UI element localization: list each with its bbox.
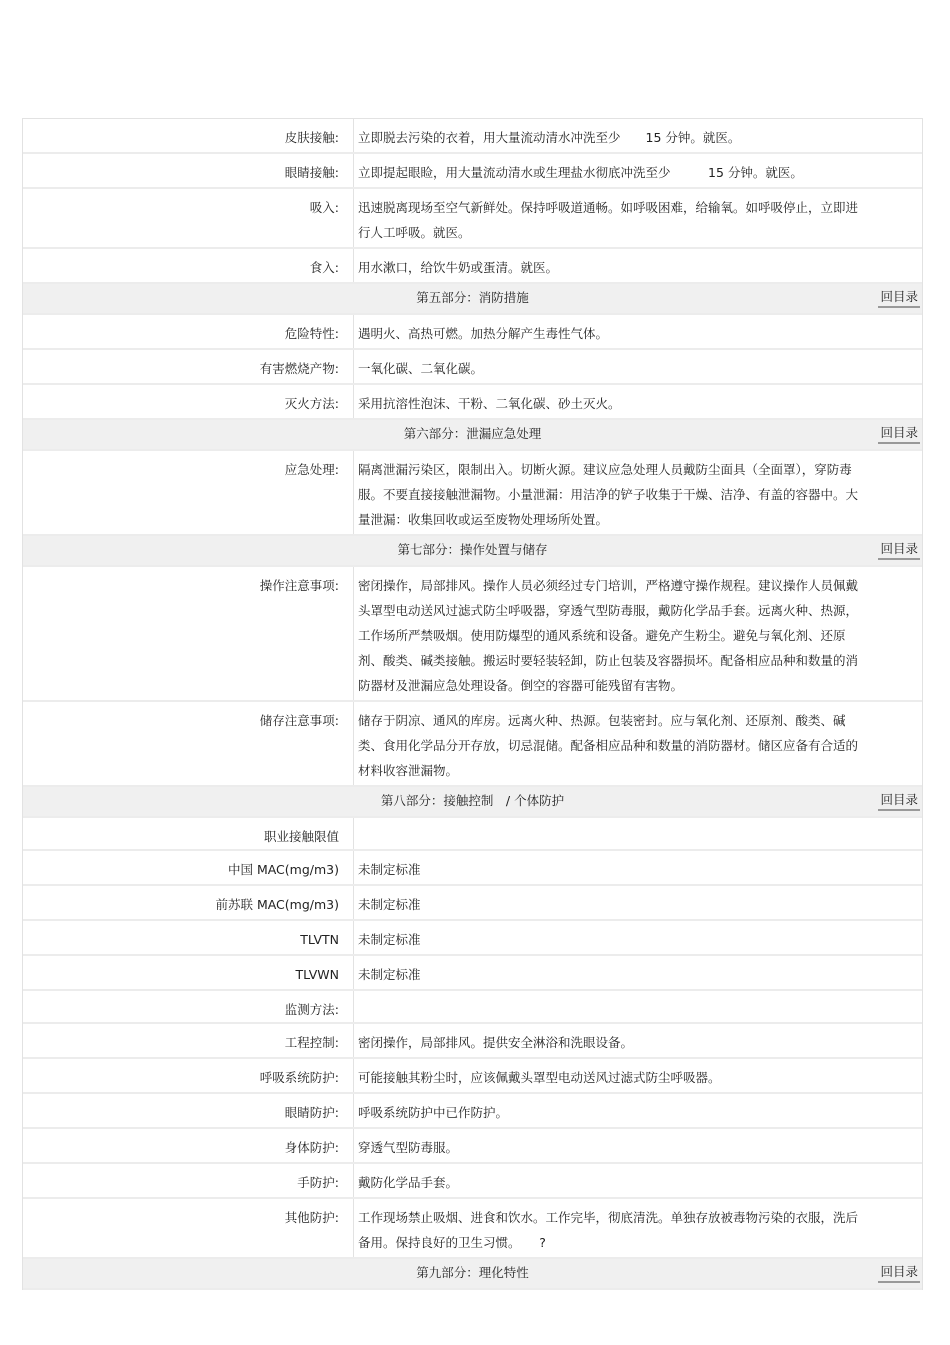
row-label: 灭火方法: (284, 396, 339, 411)
row-value: 立即脱去污染的衣着，用大量流动清水冲洗至少 15 分钟。就医。 (353, 119, 922, 152)
table-row (23, 886, 922, 921)
section-header-9 (23, 1259, 922, 1290)
back-to-contents-link[interactable]: 回目录 (878, 288, 920, 308)
row-label: TLVTN (300, 932, 339, 947)
row-value (353, 818, 922, 849)
section-title: 第九部分：理化特性 (416, 1265, 529, 1280)
table-row (23, 818, 922, 851)
section-title: 第八部分：接触控制 / 个体防护 (380, 793, 565, 808)
section-title: 第七部分：操作处置与储存 (397, 542, 548, 557)
section-header-5 (23, 284, 922, 315)
table-row (23, 385, 922, 420)
row-label: 身体防护: (284, 1140, 339, 1155)
row-label: 工程控制: (284, 1035, 339, 1050)
section-header-8 (23, 787, 922, 818)
row-value: 隔离泄漏污染区，限制出入。切断火源。建议应急处理人员戴防尘面具（全面罩），穿防毒服。不要直接接触泄漏物。小量泄漏：用洁净的铲子收集于干燥、洁净、有盖的容器中。大量泄漏：收集回收或运至废物处理场所处置。 (353, 451, 922, 534)
row-label: 吸入: (309, 200, 339, 215)
row-value: 用水漱口，给饮牛奶或蛋清。就医。 (353, 249, 922, 282)
row-label: 危险特性: (284, 326, 339, 341)
row-label: 手防护: (297, 1175, 339, 1190)
table-row (23, 1129, 922, 1164)
row-value: 密闭操作，局部排风。提供安全淋浴和洗眼设备。 (353, 1024, 922, 1057)
row-label: 职业接触限值 (263, 829, 339, 844)
table-row (23, 991, 922, 1024)
section-header-7 (23, 536, 922, 567)
table-row (23, 702, 922, 787)
row-label: 呼吸系统防护: (259, 1070, 339, 1085)
table-row (23, 851, 922, 886)
table-row (23, 451, 922, 536)
table-row (23, 1094, 922, 1129)
row-value: 未制定标准 (353, 921, 922, 954)
row-value: 穿透气型防毒服。 (353, 1129, 922, 1162)
row-value: 储存于阴凉、通风的库房。远离火种、热源。包装密封。应与氧化剂、还原剂、酸类、碱类、食用化学品分开存放，切忌混储。配备相应品种和数量的消防器材。储区应备有合适的材料收容泄漏物。 (353, 702, 922, 785)
table-row (23, 1164, 922, 1199)
row-label: 前苏联 MAC(mg/m3) (215, 897, 339, 912)
row-label: 有害燃烧产物: (259, 361, 339, 376)
row-value: 立即提起眼睑，用大量流动清水或生理盐水彻底冲洗至少 15 分钟。就医。 (353, 154, 922, 187)
row-label: 中国 MAC(mg/m3) (227, 862, 339, 877)
table-row (23, 249, 922, 284)
row-value: 未制定标准 (353, 886, 922, 919)
row-value: 一氧化碳、二氧化碳。 (353, 350, 922, 383)
row-value: 密闭操作，局部排风。操作人员必须经过专门培训，严格遵守操作规程。建议操作人员佩戴头罩型电动送风过滤式防尘呼吸器，穿透气型防毒服，戴防化学品手套。远离火种、热源，工作场所严禁吸烟。使用防爆型的通风系统和设备。避免产生粉尘。避免与氧化剂、还原剂、酸类、碱类接触。搬运时要轻装轻卸，防止包装及容器损坏。配备相应品种和数量的消防器材及泄漏应急处理设备。倒空的容器可能残留有害物。 (353, 567, 922, 700)
row-label: 皮肤接触: (284, 130, 339, 145)
row-value: 呼吸系统防护中已作防护。 (353, 1094, 922, 1127)
row-label: TLVWN (295, 967, 339, 982)
row-label: 眼睛防护: (284, 1105, 339, 1120)
row-label: 食入: (309, 260, 339, 275)
row-value: 未制定标准 (353, 851, 922, 884)
table-row (23, 315, 922, 350)
row-value: 迅速脱离现场至空气新鲜处。保持呼吸道通畅。如呼吸困难，给输氧。如呼吸停止，立即进行人工呼吸。就医。 (353, 189, 922, 247)
table-row (23, 1024, 922, 1059)
row-value: 遇明火、高热可燃。加热分解产生毒性气体。 (353, 315, 922, 348)
table-row (23, 1199, 922, 1259)
table-row (23, 154, 922, 189)
row-label: 眼睛接触: (284, 165, 339, 180)
table-row (23, 921, 922, 956)
msds-table (22, 118, 923, 1290)
back-to-contents-link[interactable]: 回目录 (878, 540, 920, 560)
row-label: 其他防护: (284, 1210, 339, 1225)
table-row (23, 956, 922, 991)
row-value (353, 991, 922, 1022)
row-value: 工作现场禁止吸烟、进食和饮水。工作完毕，彻底清洗。单独存放被毒物污染的衣服，洗后备用。保持良好的卫生习惯。 ? (353, 1199, 922, 1257)
back-to-contents-link[interactable]: 回目录 (878, 1263, 920, 1283)
row-label: 监测方法: (284, 1002, 339, 1017)
section-title: 第五部分：消防措施 (416, 290, 529, 305)
row-value: 未制定标准 (353, 956, 922, 989)
row-value: 可能接触其粉尘时，应该佩戴头罩型电动送风过滤式防尘呼吸器。 (353, 1059, 922, 1092)
table-row (23, 567, 922, 702)
row-label: 储存注意事项: (259, 713, 339, 728)
row-value: 戴防化学品手套。 (353, 1164, 922, 1197)
row-label: 操作注意事项: (259, 578, 339, 593)
table-row (23, 119, 922, 154)
back-to-contents-link[interactable]: 回目录 (878, 424, 920, 444)
section-header-6 (23, 420, 922, 451)
table-row (23, 350, 922, 385)
table-row (23, 1059, 922, 1094)
section-title: 第六部分：泄漏应急处理 (403, 426, 542, 441)
row-label: 应急处理: (284, 462, 339, 477)
table-row (23, 189, 922, 249)
back-to-contents-link[interactable]: 回目录 (878, 791, 920, 811)
row-value: 采用抗溶性泡沫、干粉、二氧化碳、砂土灭火。 (353, 385, 922, 418)
